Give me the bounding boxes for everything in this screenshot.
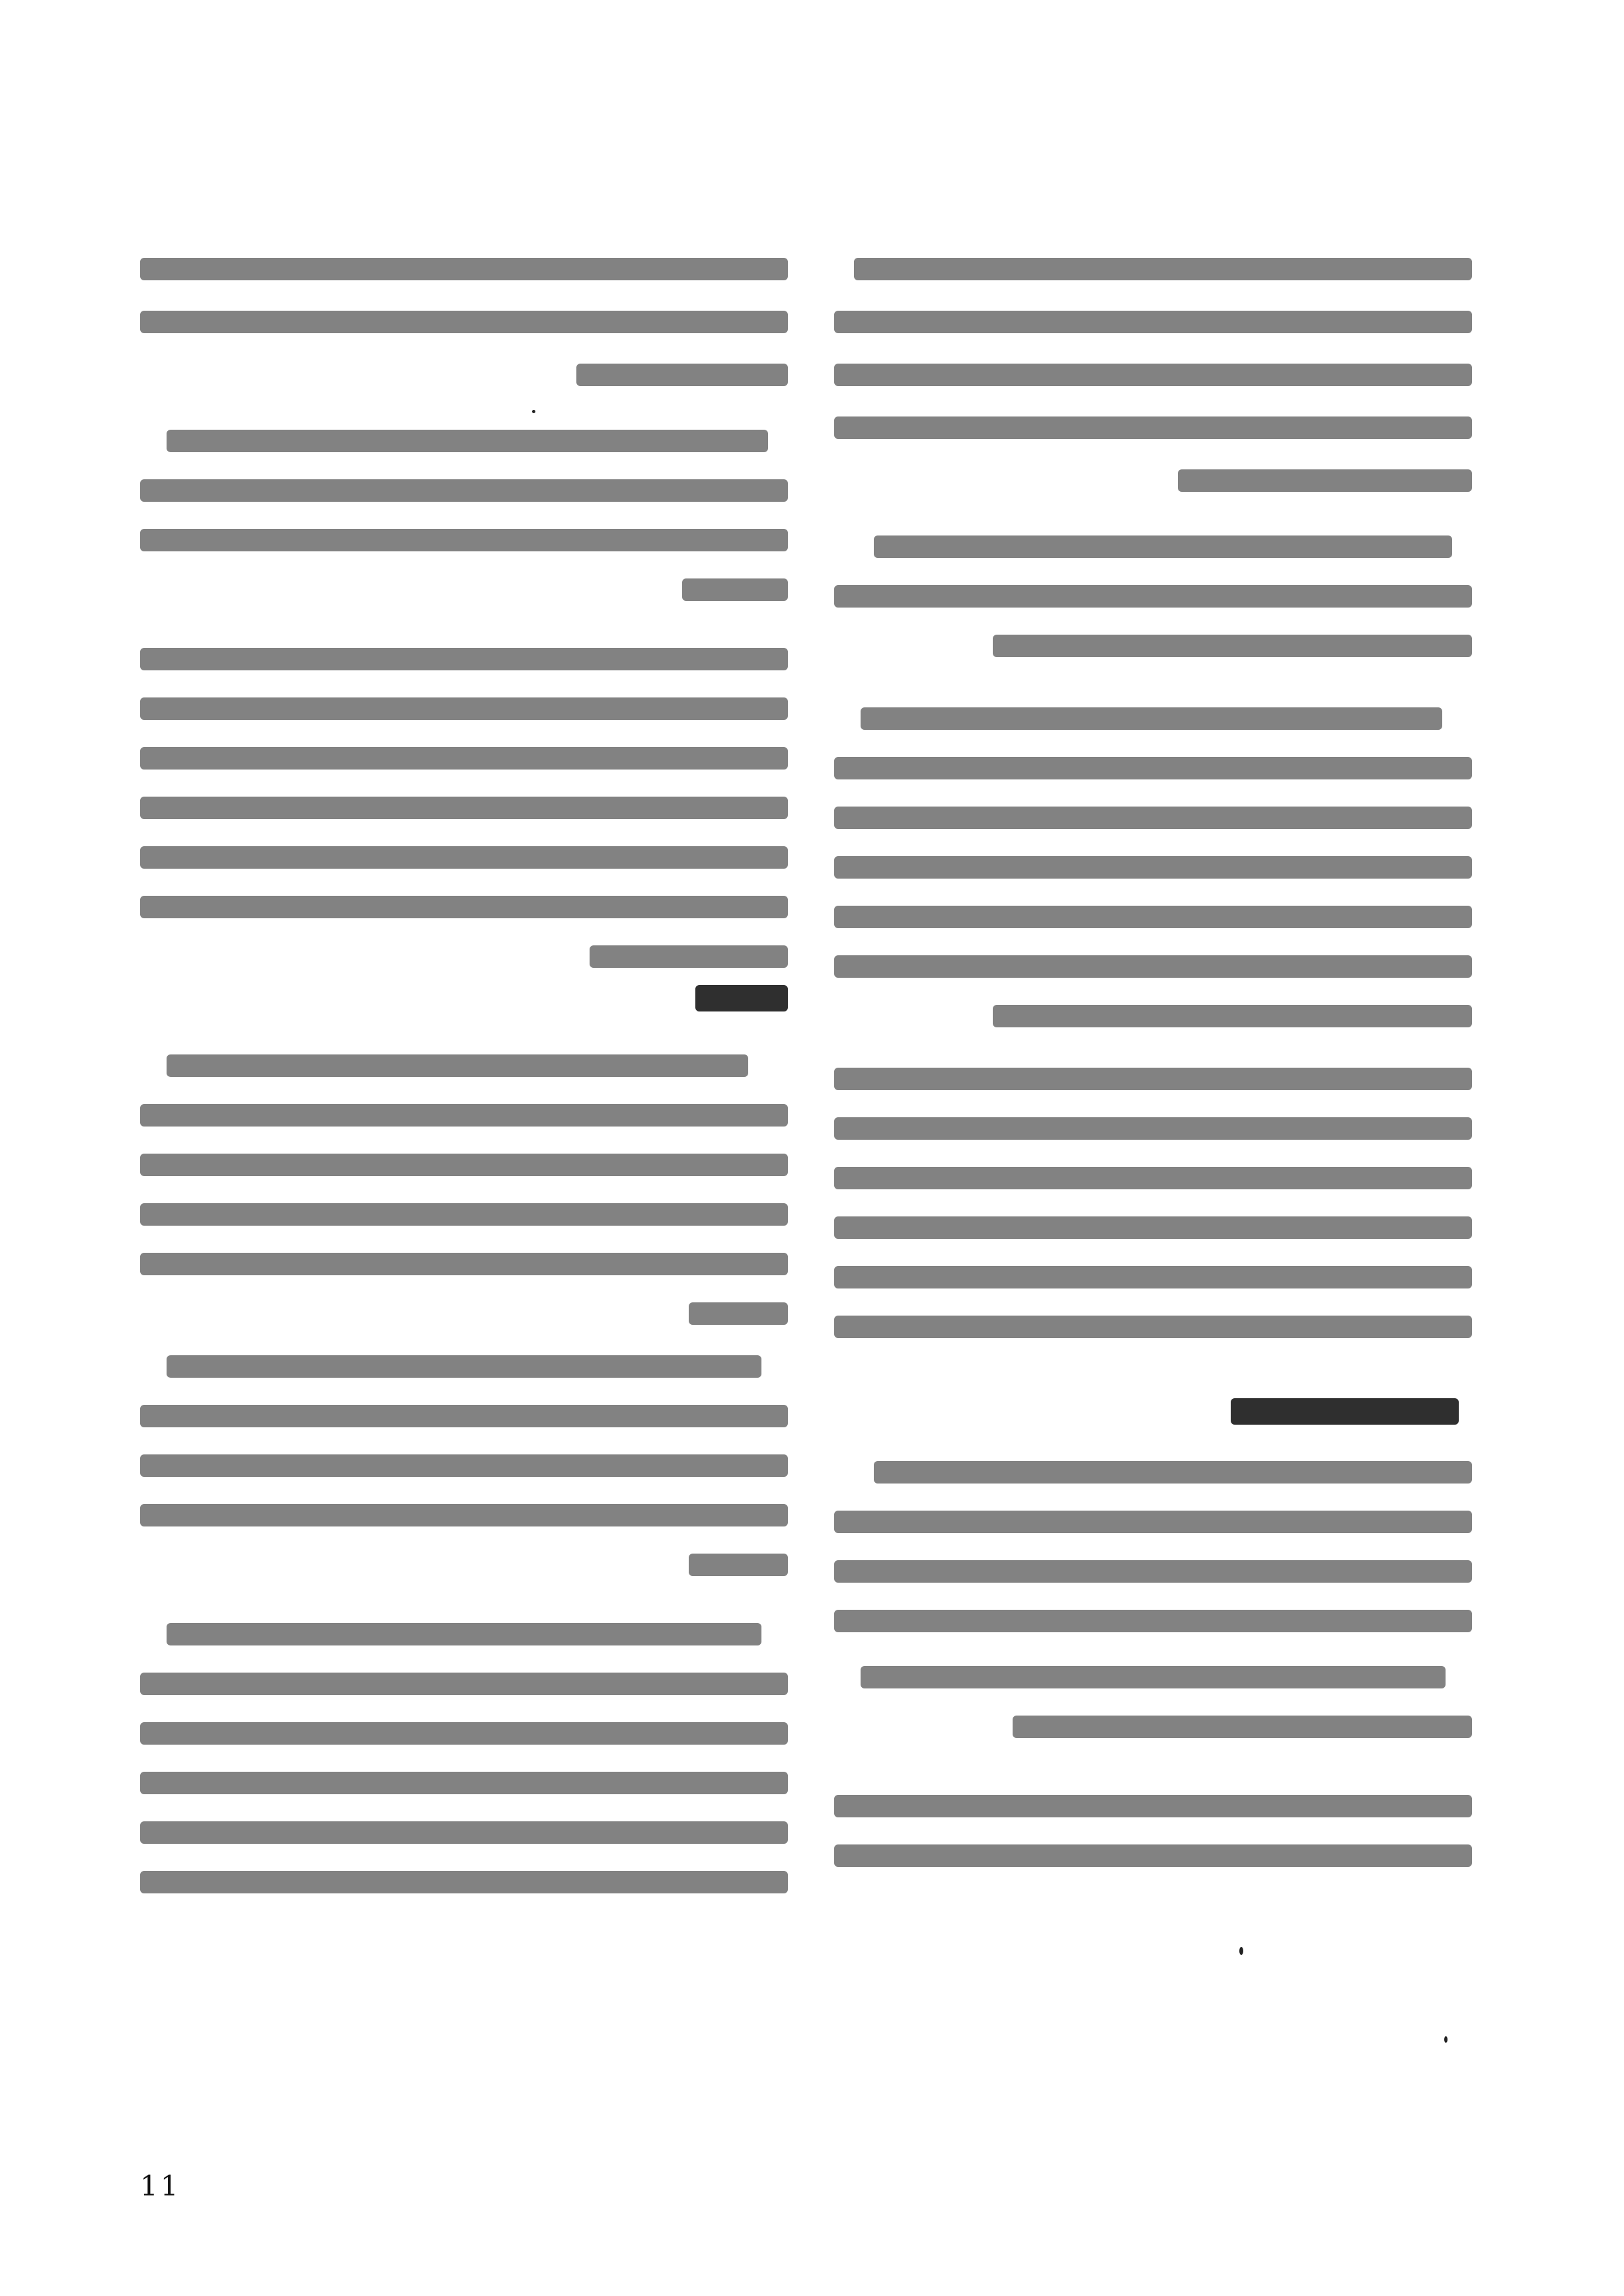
- paragraph-6: [861, 1666, 1472, 1738]
- paragraph-3: [140, 648, 788, 968]
- paragraph-6: [140, 1623, 788, 1893]
- paragraph-2: [834, 535, 1472, 657]
- right-column: [834, 238, 1472, 1930]
- paragraph-3: [834, 707, 1472, 1027]
- scan-speck: [1239, 1947, 1243, 1955]
- paragraph-1: [140, 258, 788, 386]
- scan-speck: [1444, 2036, 1448, 2043]
- paragraph-2: [140, 430, 788, 601]
- paragraph-7: [834, 1795, 1472, 1867]
- paragraph-4: [834, 1068, 1472, 1338]
- section-heading: [1231, 1398, 1459, 1425]
- paragraph-5: [834, 1461, 1472, 1632]
- page-number: 11: [140, 2170, 181, 2202]
- paragraph-4: [140, 1054, 788, 1325]
- section-heading: [695, 985, 788, 1011]
- paragraph-1: [834, 258, 1472, 492]
- left-column: [140, 238, 788, 1930]
- right-column-text: [834, 238, 1472, 1930]
- left-column-text: [140, 238, 788, 1930]
- paragraph-5: [140, 1355, 788, 1576]
- scan-speck: [532, 410, 535, 413]
